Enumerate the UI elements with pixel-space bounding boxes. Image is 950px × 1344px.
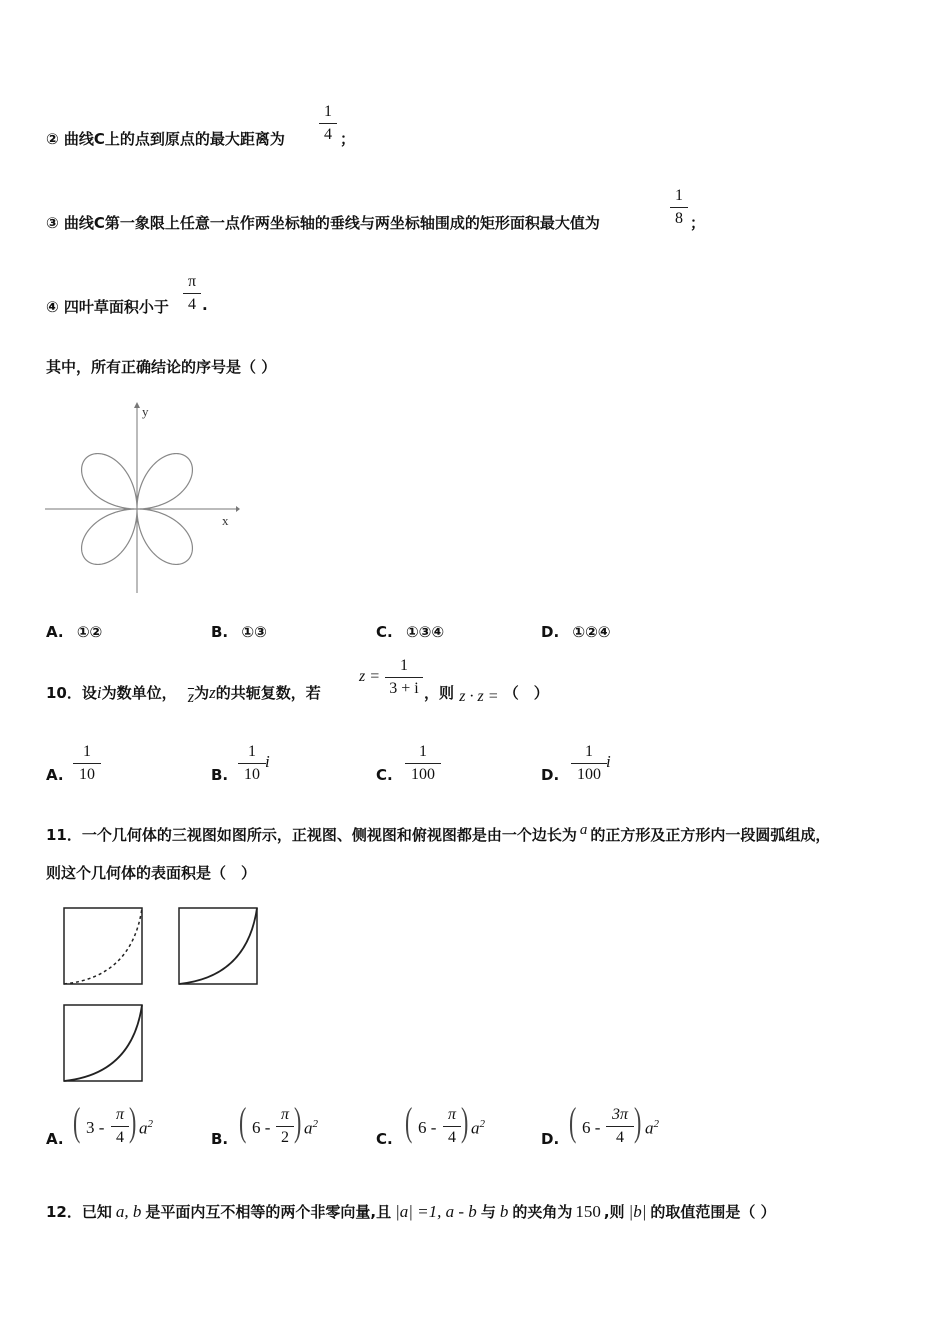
left-paren: ( — [404, 1099, 413, 1144]
q11-option-c-lead: 6 - — [418, 1118, 437, 1137]
option-label: B. — [211, 623, 229, 641]
frac-denominator: 3 + i — [389, 680, 419, 697]
q10-text-6: （ ） — [503, 684, 549, 702]
frac-denominator: 2 — [281, 1129, 289, 1146]
statement-3-fraction — [670, 186, 688, 229]
left-paren: ( — [72, 1099, 81, 1144]
q10-stem — [46, 682, 321, 706]
abs-b: |b| — [628, 1202, 647, 1221]
q9-option-a[interactable] — [46, 623, 102, 641]
four-leaf-clover-figure — [40, 398, 250, 598]
q12-text-5: ,则 — [603, 1203, 625, 1221]
q12-text-4: 的夹角为 — [512, 1203, 573, 1221]
q11-text-2: 的正方形及正方形内一段圆弧组成， — [590, 826, 831, 844]
q11-option-b-tail: $a^2$ — [304, 1118, 318, 1138]
left-paren: ( — [568, 1099, 577, 1144]
q10-option-b-label[interactable]: B. — [211, 766, 229, 784]
q9-option-d[interactable] — [541, 623, 611, 641]
q11-stem-line-2: 则这个几何体的表面积是（ ） — [46, 864, 257, 882]
q11-option-b-label[interactable]: B. — [211, 1130, 229, 1148]
q9-option-c[interactable] — [376, 623, 444, 641]
front-view-figure — [60, 905, 146, 987]
q10-option-d-suffix: i — [606, 752, 611, 771]
q10-text-1: 10．设 — [46, 684, 97, 702]
q11-option-a-tail: $a^2$ — [139, 1118, 153, 1138]
frac-numerator: 1 — [675, 187, 683, 204]
q11-option-c-fraction — [443, 1105, 461, 1148]
q11-option-a-label[interactable]: A. — [46, 1130, 64, 1148]
y-axis-arrow-icon — [134, 402, 140, 408]
frac-numerator: 3π — [611, 1106, 628, 1123]
vectors-ab: a, b — [115, 1202, 142, 1221]
frac-numerator: π — [447, 1106, 456, 1123]
frac-numerator: π — [115, 1106, 124, 1123]
statement-4 — [46, 296, 169, 317]
q10-stem-2 — [424, 682, 549, 703]
statement-2-fraction — [319, 102, 337, 145]
frac-denominator: 4 — [616, 1129, 624, 1146]
q10-text-3: 为 — [194, 684, 210, 702]
q11-option-d-lead: 6 - — [582, 1118, 601, 1137]
q10-text-4: 的共轭复数，若 — [215, 684, 321, 702]
q10-option-b-fraction[interactable] — [238, 742, 266, 785]
right-paren: ) — [633, 1099, 642, 1144]
option-label: A. — [46, 623, 64, 641]
frac-denominator: 4 — [448, 1129, 456, 1146]
side-view-figure — [175, 905, 261, 987]
frac-numerator: 1 — [419, 743, 427, 760]
q11-option-c-label[interactable]: C. — [376, 1130, 393, 1148]
frac-denominator: 10 — [244, 766, 260, 783]
frac-numerator: π — [280, 1106, 289, 1123]
option-value: ①③④ — [405, 623, 445, 641]
statement-4-text: ④ 四叶草面积小于 — [46, 298, 169, 316]
q10-option-a-label[interactable]: A. — [46, 766, 64, 784]
option-label: C. — [376, 623, 393, 641]
top-view-figure — [60, 1002, 146, 1084]
question-prompt: 其中，所有正确结论的序号是（ ） — [46, 358, 277, 376]
q11-option-c-tail: $a^2$ — [471, 1118, 485, 1138]
q12-text-2: 是平面内互不相等的两个非零向量,且 — [145, 1203, 392, 1221]
q11-option-d-fraction — [606, 1105, 634, 1148]
q10-option-a-fraction[interactable] — [73, 742, 101, 785]
q10-option-d-fraction[interactable] — [571, 742, 607, 785]
right-paren: ) — [128, 1099, 137, 1144]
q10-option-c-fraction[interactable] — [405, 742, 441, 785]
q10-fraction — [385, 656, 423, 699]
abs-a-expression: |a| =1, a - b — [395, 1202, 477, 1221]
statement-2 — [46, 128, 285, 149]
q12-text-6: 的取值范围是（ ） — [650, 1203, 776, 1221]
x-axis-arrow-icon — [236, 506, 240, 512]
q12-text-1: 12．已知 — [46, 1203, 112, 1221]
frac-denominator: 4 — [188, 296, 196, 313]
frac-denominator: 10 — [79, 766, 95, 783]
statement-3-text: ③ 曲线C第一象限上任意一点作两坐标轴的垂线与两坐标轴围成的矩形面积最大值为 — [46, 214, 600, 232]
frac-numerator: 1 — [400, 657, 408, 674]
right-paren: ) — [460, 1099, 469, 1144]
q12-stem — [46, 1201, 776, 1222]
frac-numerator: 1 — [585, 743, 593, 760]
frac-numerator: 1 — [324, 103, 332, 120]
statement-3-tail: ； — [690, 214, 706, 232]
right-paren: ) — [293, 1099, 302, 1144]
q12-text-3: 与 — [480, 1203, 496, 1221]
frac-numerator: π — [187, 273, 197, 290]
q9-option-b[interactable] — [211, 623, 267, 641]
q10-option-c-label[interactable]: C. — [376, 766, 393, 784]
q11-option-a-fraction — [111, 1105, 129, 1148]
q10-product: z · z = — [459, 688, 499, 705]
var-z: z — [209, 683, 216, 702]
q11-option-b-lead: 6 - — [252, 1118, 271, 1137]
frac-numerator: 1 — [248, 743, 256, 760]
frac-denominator: 4 — [324, 126, 332, 143]
statement-2-text: ② 曲线C上的点到原点的最大距离为 — [46, 130, 285, 148]
option-value: ①②④ — [572, 623, 611, 641]
q10-option-b-suffix: i — [265, 752, 270, 771]
q11-option-d-label[interactable]: D. — [541, 1130, 560, 1148]
statement-4-tail: . — [202, 296, 208, 314]
var-i: i — [96, 683, 102, 702]
frac-denominator: 100 — [577, 766, 601, 783]
q10-option-d-label[interactable]: D. — [541, 766, 560, 784]
frac-numerator: 1 — [83, 743, 91, 760]
q10-text-2: 为数单位， — [101, 684, 177, 702]
statement-2-tail: ； — [340, 130, 356, 148]
x-axis-label: x — [222, 513, 229, 528]
statement-4-fraction — [183, 272, 201, 315]
q11-option-d-tail: $a^2$ — [645, 1118, 659, 1138]
var-a: a — [579, 822, 588, 838]
q11-text-1: 11．一个几何体的三视图如图所示，正视图、侧视图和俯视图都是由一个边长为 — [46, 826, 577, 844]
statement-3 — [46, 212, 600, 233]
frac-denominator: 8 — [675, 210, 683, 227]
q10-text-5: ，则 — [424, 684, 455, 702]
q11-option-b-fraction — [276, 1105, 294, 1148]
option-label: D. — [541, 623, 560, 641]
y-axis-label: y — [142, 404, 149, 419]
q10-eq-lhs: z = — [359, 668, 381, 685]
frac-denominator: 4 — [116, 1129, 124, 1146]
option-value: ①③ — [241, 623, 267, 641]
angle-value: 150 — [575, 1202, 601, 1221]
q11-option-a-lead: 3 - — [86, 1118, 105, 1137]
z-conjugate: $\overline{z}$ — [187, 689, 195, 706]
frac-denominator: 100 — [411, 766, 435, 783]
left-paren: ( — [238, 1099, 247, 1144]
q11-stem-line-1 — [46, 824, 830, 845]
option-value: ①② — [76, 623, 103, 641]
var-b: b — [499, 1202, 509, 1221]
